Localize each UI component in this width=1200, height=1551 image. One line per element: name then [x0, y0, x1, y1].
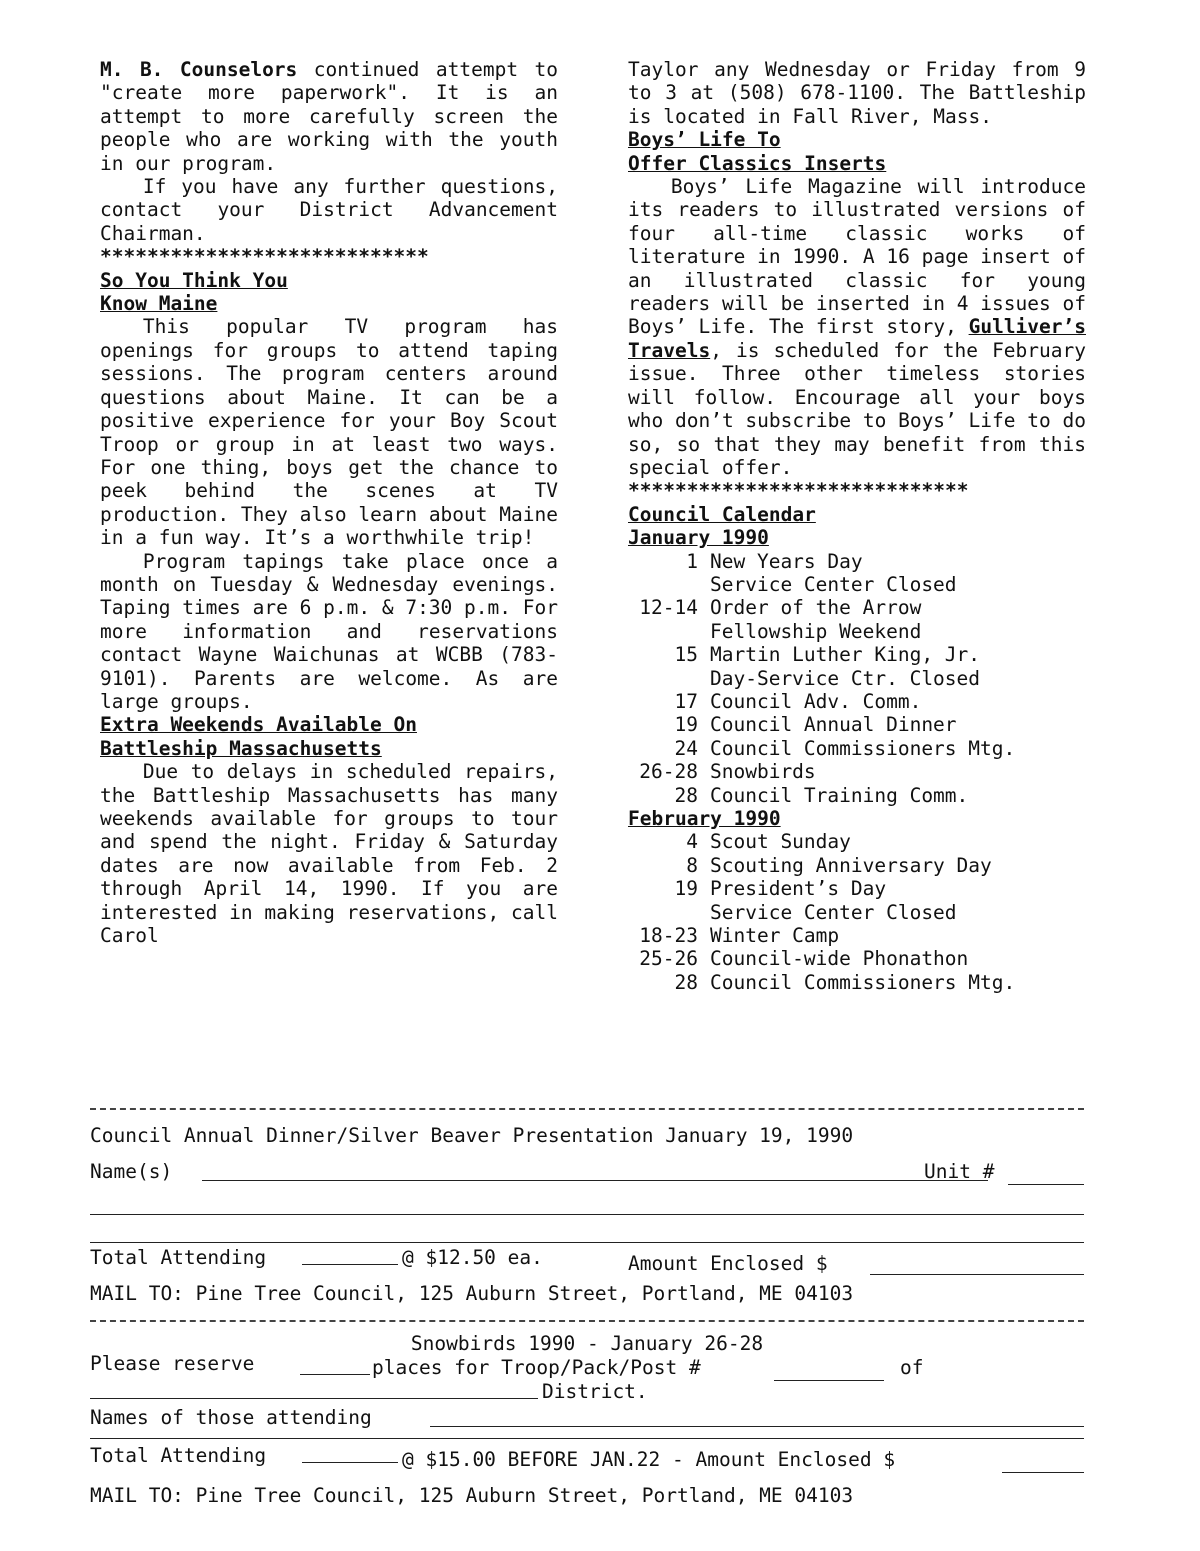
- calendar-event-date: 19: [674, 877, 698, 901]
- snowbirds-title: Snowbirds 1990 - January 26-28: [410, 1332, 764, 1355]
- snowbirds-district-row: [90, 1380, 1084, 1404]
- names-attending-field[interactable]: [430, 1408, 1084, 1427]
- calendar-event-row: [628, 971, 1086, 994]
- calendar-event-date: 19: [674, 713, 698, 737]
- calendar-event-text: Council Training Comm.: [710, 783, 969, 807]
- calendar-event-text: Service Center Closed: [710, 572, 957, 596]
- calendar-month-title: January 1990: [628, 526, 769, 550]
- calendar-event-date: 8: [686, 853, 698, 877]
- boyslife-text-a: Boys’ Life Magazine will introduce its readers to illustrated versions of four all-time classic works of literature in 1990. A 16 page insert of an illustrated classic for young readers will be inserted in 4 issues of Boys’ Life. The first story,: [628, 175, 1086, 339]
- right-column: [628, 58, 1086, 994]
- calendar-event-text: Fellowship Weekend: [710, 619, 922, 643]
- snowbirds-total-section: [90, 1444, 1084, 1508]
- name-field[interactable]: [202, 1162, 988, 1181]
- calendar-event-date: 18-23: [639, 924, 698, 948]
- boyslife-paragraph: [628, 175, 1086, 479]
- calendar-event-row: [628, 667, 1086, 690]
- calendar-event-text: Scouting Anniversary Day: [710, 853, 992, 877]
- calendar-event-text: Council Commissioners Mtg.: [710, 736, 1016, 760]
- names-attending-label: Names of those attending: [90, 1406, 372, 1429]
- troop-number-field[interactable]: [774, 1362, 884, 1381]
- unit-field[interactable]: [1008, 1166, 1084, 1185]
- council-calendar: [628, 526, 1086, 994]
- calendar-event-row: [628, 760, 1086, 783]
- calendar-event-date: 28: [674, 970, 698, 994]
- snowbirds-price: @ $15.00 BEFORE JAN.22 - Amount Enclosed $: [402, 1448, 896, 1471]
- article-title-maine-2: Know Maine: [100, 292, 218, 316]
- dinner-total-section: [90, 1246, 1084, 1306]
- reserve-label: Please reserve: [90, 1352, 255, 1375]
- calendar-event-text: Winter Camp: [710, 924, 840, 948]
- calendar-event-date: [628, 667, 710, 690]
- calendar-event-date: [628, 573, 710, 596]
- battleship-continued: Taylor any Wednesday or Friday from 9 to 3 at (508) 678-1100. The Battleship is located in Fall River, Mass.: [628, 58, 1086, 128]
- snowbirds-amount-field[interactable]: [1002, 1454, 1084, 1473]
- cut-line-1: [90, 1108, 1084, 1110]
- calendar-event-date: [628, 901, 710, 924]
- maine-paragraph-2: Program tapings take place once a month on Tuesday & Wednesday evenings. Taping times are 6 p.m. & 7:30 p.m. For more information and reservations contact Wayne Waichunas at WCBB (783-9101). Parents are welcome. As are large groups.: [100, 549, 558, 713]
- name-label: Name(s): [90, 1160, 173, 1183]
- article-title-battleship-2: Battleship Massachusetts: [100, 736, 382, 760]
- unit-label: Unit #: [924, 1160, 995, 1183]
- article-title-boyslife-1: Boys’ Life To: [628, 128, 781, 152]
- snowbirds-mail-to: MAIL TO: Pine Tree Council, 125 Auburn Street, Portland, ME 04103: [90, 1484, 854, 1507]
- calendar-event-text: Council Commissioners Mtg.: [710, 970, 1016, 994]
- dinner-form-title: Council Annual Dinner/Silver Beaver Presentation January 19, 1990: [90, 1124, 854, 1147]
- calendar-event-date: 17: [674, 689, 698, 713]
- advancement-paragraph: If you have any further questions, contact your District Advancement Chairman.: [100, 175, 558, 245]
- total-attending-field[interactable]: [302, 1246, 398, 1265]
- calendar-event-date: 25-26: [639, 947, 698, 971]
- district-field[interactable]: [90, 1380, 538, 1399]
- calendar-event-row: [628, 713, 1086, 736]
- places-field[interactable]: [300, 1356, 370, 1375]
- calendar-event-date: 28: [674, 783, 698, 807]
- divider-stars: ****************************: [100, 245, 429, 269]
- dinner-mail-to: MAIL TO: Pine Tree Council, 125 Auburn Street, Portland, ME 04103: [90, 1282, 854, 1305]
- calendar-event-date: 26-28: [639, 760, 698, 784]
- calendar-event-row: [628, 877, 1086, 900]
- calendar-event-row: [628, 690, 1086, 713]
- calendar-event-row: [628, 643, 1086, 666]
- calendar-event-date: 1: [686, 549, 698, 573]
- calendar-event-text: Snowbirds: [710, 760, 816, 784]
- battleship-paragraph: Due to delays in scheduled repairs, the Battleship Massachusetts has many weekends available for groups to tour and spend the night. Friday & Saturday dates are now available from Feb. 2 through April 14, 1990. If you are interested in making reservations, call Carol: [100, 760, 558, 948]
- calendar-event-text: Day-Service Ctr. Closed: [710, 666, 981, 690]
- calendar-event-date: 12-14: [639, 596, 698, 620]
- calendar-event-row: [628, 947, 1086, 970]
- calendar-event-row: [628, 784, 1086, 807]
- boyslife-text-b: , is scheduled for the February issue. Three other timeless stories will follow. Encourage all your boys who don’t subscribe to Boys’ Life to do so, so that they may benefit from this special offer.: [628, 338, 1086, 479]
- calendar-event-text: Service Center Closed: [710, 900, 957, 924]
- calendar-event-text: President’s Day: [710, 877, 887, 901]
- total-attending-label: Total Attending: [90, 1246, 267, 1269]
- calendar-event-row: [628, 573, 1086, 596]
- gullivers-travels-title: Gulliver’s Travels: [628, 315, 1086, 362]
- of-label: of: [900, 1356, 924, 1379]
- dinner-name-row: [90, 1160, 1084, 1184]
- intro-paragraph: [100, 58, 558, 175]
- calendar-event-row: [628, 737, 1086, 760]
- calendar-event-date: 15: [674, 643, 698, 667]
- district-label: District.: [542, 1380, 648, 1403]
- calendar-event-row: [628, 854, 1086, 877]
- names-extra-line[interactable]: [90, 1438, 1084, 1439]
- calendar-event-text: Martin Luther King, Jr.: [710, 643, 981, 667]
- calendar-title: Council Calendar: [628, 502, 816, 526]
- intro-bold: M. B. Counselors: [100, 58, 298, 81]
- left-column: [100, 58, 558, 947]
- divider-stars-right: *****************************: [628, 479, 969, 503]
- calendar-event-row: [628, 830, 1086, 853]
- snowbirds-total-label: Total Attending: [90, 1444, 267, 1467]
- snowbirds-form: [90, 1332, 1084, 1430]
- dinner-price: @ $12.50 ea.: [402, 1246, 543, 1269]
- maine-paragraph-1: This popular TV program has openings for groups to attend taping sessions. The program centers around questions about Maine. It can be a positive experience for your Boy Scout Troop or group in at least two ways. For one thing, boys get the chance to peek behind the scenes at TV production. They also learn about Maine in a fun way. It’s a worthwhile trip!: [100, 315, 558, 550]
- amount-enclosed-label: Amount Enclosed $: [628, 1252, 828, 1275]
- snowbirds-total-field[interactable]: [302, 1444, 398, 1463]
- calendar-event-text: Order of the Arrow: [710, 596, 922, 620]
- calendar-event-text: New Years Day: [710, 549, 863, 573]
- calendar-event-text: Council-wide Phonathon: [710, 947, 969, 971]
- snowbirds-reserve-row: [90, 1352, 1084, 1380]
- intro-rest: continued attempt to "create more paperwork". It is an attempt to more carefully screen the people who are working with the youth in our program.: [100, 58, 559, 175]
- calendar-event-date: 24: [674, 736, 698, 760]
- article-title-boyslife-2: Offer Classics Inserts: [628, 151, 887, 175]
- calendar-event-row: [628, 596, 1086, 619]
- calendar-event-row: [628, 620, 1086, 643]
- calendar-event-date: 4: [686, 830, 698, 854]
- places-label: places for Troop/Pack/Post #: [372, 1356, 701, 1379]
- calendar-event-text: Scout Sunday: [710, 830, 851, 854]
- amount-enclosed-field[interactable]: [870, 1256, 1084, 1275]
- calendar-event-text: Council Adv. Comm.: [710, 689, 922, 713]
- cut-line-2: [90, 1320, 1084, 1322]
- calendar-event-date: [628, 620, 710, 643]
- name-extra-line-2[interactable]: [90, 1242, 1084, 1243]
- dinner-form: [90, 1124, 1084, 1184]
- calendar-event-text: Council Annual Dinner: [710, 713, 957, 737]
- dinner-total-row: [90, 1246, 1084, 1275]
- calendar-event-row: [628, 901, 1086, 924]
- calendar-month-title: February 1990: [628, 807, 781, 830]
- snowbirds-total-row: [90, 1444, 1084, 1471]
- calendar-event-row: [628, 550, 1086, 573]
- article-title-battleship-1: Extra Weekends Available On: [100, 713, 417, 737]
- snowbirds-names-row: [90, 1406, 1084, 1430]
- article-title-maine-1: So You Think You: [100, 268, 288, 292]
- name-extra-line-1[interactable]: [90, 1214, 1084, 1215]
- calendar-event-row: [628, 924, 1086, 947]
